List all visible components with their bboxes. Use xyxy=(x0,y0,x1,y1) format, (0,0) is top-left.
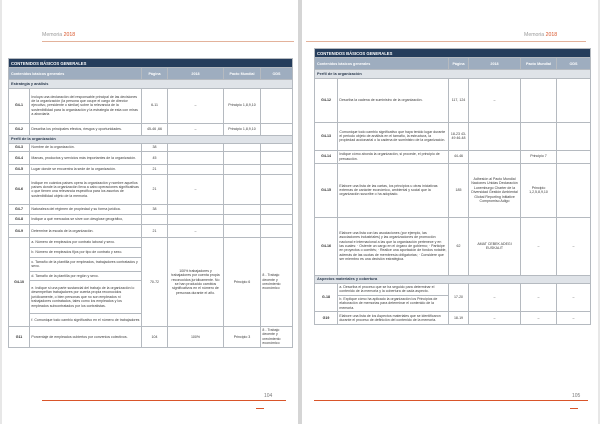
row-pact: Principio 6 xyxy=(224,237,261,326)
row-year-value: – xyxy=(469,312,521,325)
header-rule xyxy=(306,41,586,42)
row-code: G4-6 xyxy=(9,174,30,204)
row-year-value: – xyxy=(168,88,224,123)
row-description-a: a. Describa el proceso que se ha seguido para determinar el contenido de la memoria y la cobertura de cada aspecto. xyxy=(338,283,449,295)
row-ods: – xyxy=(557,217,591,275)
row-ods: 8 - Trabajo decente y crecimiento económico xyxy=(261,237,293,326)
row-code: G4-3 xyxy=(9,143,30,151)
table-row xyxy=(9,143,293,151)
row-code: G4-16 xyxy=(315,217,338,275)
table-title: CONTENIDOS BÁSICOS GENERALES xyxy=(9,59,293,68)
row-year-value: – xyxy=(168,123,224,135)
row-ods: – xyxy=(557,283,591,311)
row-code: G4-7 xyxy=(9,204,30,214)
row-year-value: Adhesión al Pacto Mundial Naciones Unidas Declaración Luxemburgo Charter de la Diversidad Gestión Ambiental Global Reporting Initiative Compromiso Adigo xyxy=(469,163,521,217)
row-pact: Principio 7 xyxy=(521,150,557,163)
row-page: 38 xyxy=(142,143,168,151)
row-description-d: d. Tamaño de la plantilla por región y sexo. xyxy=(30,271,142,280)
table-row xyxy=(315,163,591,217)
section-profile: Perfil de la organización xyxy=(9,135,293,143)
row-description: Indique a qué mercados se sirve con desglose geográfico, xyxy=(30,214,142,224)
header-year: 2018 xyxy=(545,32,558,38)
row-code: G4-14 xyxy=(315,150,338,163)
row-page: 45-46 ,66 xyxy=(142,123,168,135)
table-row xyxy=(9,88,293,123)
row-ods xyxy=(261,123,293,135)
table-row xyxy=(9,237,293,247)
header-year: 2018 xyxy=(63,32,76,38)
footer-rule xyxy=(42,400,286,401)
left-page xyxy=(2,0,298,424)
col-header-global-pact: Pacto Mundial xyxy=(521,58,557,70)
row-pact: Principio 1,8,9,10 xyxy=(224,88,261,123)
row-code: G4-5 xyxy=(9,164,30,174)
header-rule xyxy=(42,41,294,42)
row-code: G4-12 xyxy=(315,78,338,122)
row-page: 104 xyxy=(142,326,168,347)
row-description: Indique cómo aborda la organización, si procede, el principio de precaución. xyxy=(338,150,449,163)
row-description: Elabore una lista de los Aspectos materiales que se identificaron durante el proceso de definición del contenido de la memoria. xyxy=(338,312,449,325)
row-description-f: f. Comunique todo cambio significativo en el número de trabajadores xyxy=(30,313,142,326)
row-code: G4-1 xyxy=(9,88,30,123)
row-page: 45 xyxy=(142,151,168,164)
row-pact: – xyxy=(521,283,557,311)
row-description: Lugar donde se encuentra la sede de la organización. xyxy=(30,164,142,174)
table-row xyxy=(315,283,591,295)
col-header-page: Página xyxy=(449,58,469,70)
row-description-b: b. Explique cómo ha aplicado la organización los Principios de elaboración de memorias para determinar el contenido de la memoria. xyxy=(338,295,449,311)
row-page: 18-19 xyxy=(449,312,469,325)
row-year-value: 100% xyxy=(168,326,224,347)
section-profile: Perfil de la organización xyxy=(315,70,591,78)
row-pact: Principio 3 xyxy=(224,326,261,347)
row-description: Marcas, productos y servicios más importantes de la organización. xyxy=(30,151,142,164)
section-strategy: Estrategia y análisis xyxy=(9,80,293,88)
row-page: 62 xyxy=(449,217,469,275)
contents-table-left xyxy=(8,58,293,348)
row-code: G-18 xyxy=(315,283,338,311)
row-description: Determine la escala de la organización. xyxy=(30,224,142,237)
right-page xyxy=(302,0,598,424)
footer-mark xyxy=(570,408,578,409)
contents-table-right xyxy=(314,48,591,325)
row-description-a: a. Número de empleados por contrato laboral y sexo. xyxy=(30,237,142,247)
row-description-b: b. Número de empleados fijos por tipo de contrato y sexo. xyxy=(30,247,142,257)
header-title: Memoria xyxy=(524,32,545,38)
table-row xyxy=(9,164,293,174)
page-header xyxy=(524,32,557,38)
footer-rule xyxy=(314,400,588,401)
row-description: Elabore una lista con las asociaciones (por ejemplo, las asociaciones industriales) y las organizaciones de promoción nacional e internacional a las que la organización pertenece y en las cuales: · Ostente un cargo en el órgano de gobierno; · Participe en proyectos o comités; · Realice una aportación de fondos notable, además de las cuotas de membresía obligatorias; · Considere que ser miembro es una decisión estratégica. xyxy=(338,217,449,275)
section-material-aspects: Aspectos materiales y cobertura xyxy=(315,275,591,283)
row-code: G4-13 xyxy=(315,122,338,150)
table-title: CONTENIDOS BÁSICOS GENERALES xyxy=(315,49,591,58)
row-year-value: – xyxy=(168,174,224,204)
table-row xyxy=(315,217,591,275)
row-year-value: – xyxy=(469,78,521,122)
col-header-global-pact: Pacto Mundial xyxy=(224,68,261,80)
col-header-year: 2018 xyxy=(168,68,224,80)
table-row xyxy=(9,174,293,204)
row-page: 185 xyxy=(449,163,469,217)
col-header-year: 2018 xyxy=(469,58,521,70)
col-header-content: Contenidos básicos generales xyxy=(315,58,449,70)
row-code: G4-15 xyxy=(315,163,338,217)
row-pact: – xyxy=(521,312,557,325)
row-page: 18-23 43-49 46-48 xyxy=(449,122,469,150)
row-year-value: – xyxy=(168,224,224,237)
row-code: G4-9 xyxy=(9,224,30,237)
row-page: 44-46 xyxy=(449,150,469,163)
row-code: G4-4 xyxy=(9,151,30,164)
footer-mark xyxy=(256,408,264,409)
row-page: 21 xyxy=(142,164,168,174)
row-page: 21 xyxy=(142,174,168,204)
col-header-ods: ODS xyxy=(261,68,293,80)
row-pact: Principio 1,8,9,10 xyxy=(224,123,261,135)
row-code: G19 xyxy=(315,312,338,325)
row-description: Porcentaje de empleados cubiertos por convenios colectivos. xyxy=(30,326,142,347)
col-header-ods: ODS xyxy=(557,58,591,70)
table-row xyxy=(315,122,591,150)
page-header xyxy=(42,32,75,38)
row-year-value: AMAT CEBEK ADEGI EUSKALIT xyxy=(469,217,521,275)
row-pact: Principio 1,2,5,8,9,10 xyxy=(521,163,557,217)
row-code: G11 xyxy=(9,326,30,347)
col-header-content: Contenidos básicos generales xyxy=(9,68,142,80)
row-page: 6-11 xyxy=(142,88,168,123)
table-row xyxy=(9,214,293,224)
row-code: G4-10 xyxy=(9,237,30,326)
row-page: 117, 124 xyxy=(449,78,469,122)
table-row xyxy=(9,326,293,347)
row-description: Nombre de la organización. xyxy=(30,143,142,151)
table-row xyxy=(9,204,293,214)
col-header-page: Página xyxy=(142,68,168,80)
row-page: 17-20 xyxy=(449,283,469,311)
row-description: Naturaleza del régimen de propiedad y su forma jurídica. xyxy=(30,204,142,214)
table-row xyxy=(315,150,591,163)
row-page: 21 xyxy=(142,224,168,237)
row-page: 38 xyxy=(142,204,168,214)
row-description: Describa la cadena de suministro de la organización. xyxy=(338,78,449,122)
row-code: G4-2 xyxy=(9,123,30,135)
row-ods xyxy=(261,88,293,123)
row-description: Elabore una lista de las cartas, los principios u otras iniciativas externas de carácter económico, ambiental y social que la organización suscribe o ha adoptado. xyxy=(338,163,449,217)
row-description: Describa los principales efectos, riesgos y oportunidades. xyxy=(30,123,142,135)
row-description: Incluya una declaración del responsable principal de las decisiones de la organización (la persona que ocupe el cargo de director ejecutivo, presidente o similar) sobre la relevancia de la sostenibilidad para la organización y la estrategia de esta con miras a abordarla xyxy=(30,88,142,123)
page-number: 104 xyxy=(264,393,273,399)
row-page: 70-72 xyxy=(142,237,168,326)
row-description: Indique en cuántos países opera la organización y nombre aquellos países donde la organización lleva a cabo operaciones significativas o que tienen una relevancia específica para los asuntos de sostenibilidad objeto de la memoria. xyxy=(30,174,142,204)
row-description-c: c. Tamaño de la plantilla por empleados, trabajadores contratados y sexo. xyxy=(30,257,142,271)
table-row xyxy=(315,312,591,325)
row-ods: 8 - Trabajo decente y crecimiento económico xyxy=(261,326,293,347)
table-row xyxy=(315,78,591,122)
row-description: Comunique todo cambio significativo que haya tenido lugar durante el periodo objeto de análisis en el tamaño, la estructura, la propiedad accionarial o la cadena de suministro de la organización. xyxy=(338,122,449,150)
row-year-value: – xyxy=(469,283,521,311)
row-description-e: e. Indique si una parte sustancial del trabajo de la organización lo desempeñan trabajadores por cuenta propia reconocidos jurídicamente, o bien personas que no son empleados ni trabajadores contratados, tales como los empleados y los empleados subcontratados por los contratistas. xyxy=(30,280,142,313)
table-row xyxy=(9,151,293,164)
table-row xyxy=(9,123,293,135)
header-title: Memoria xyxy=(42,32,63,38)
table-row xyxy=(9,224,293,237)
row-ods: – xyxy=(557,312,591,325)
row-pact: – xyxy=(521,217,557,275)
row-year-value: 100% trabajadores y trabajadores por cuenta propia reconocidos jurídicamente. No se han producido cambios significativos en el número de personas durante el año. xyxy=(168,237,224,326)
row-code: G4-8 xyxy=(9,214,30,224)
page-number: 105 xyxy=(572,393,581,399)
